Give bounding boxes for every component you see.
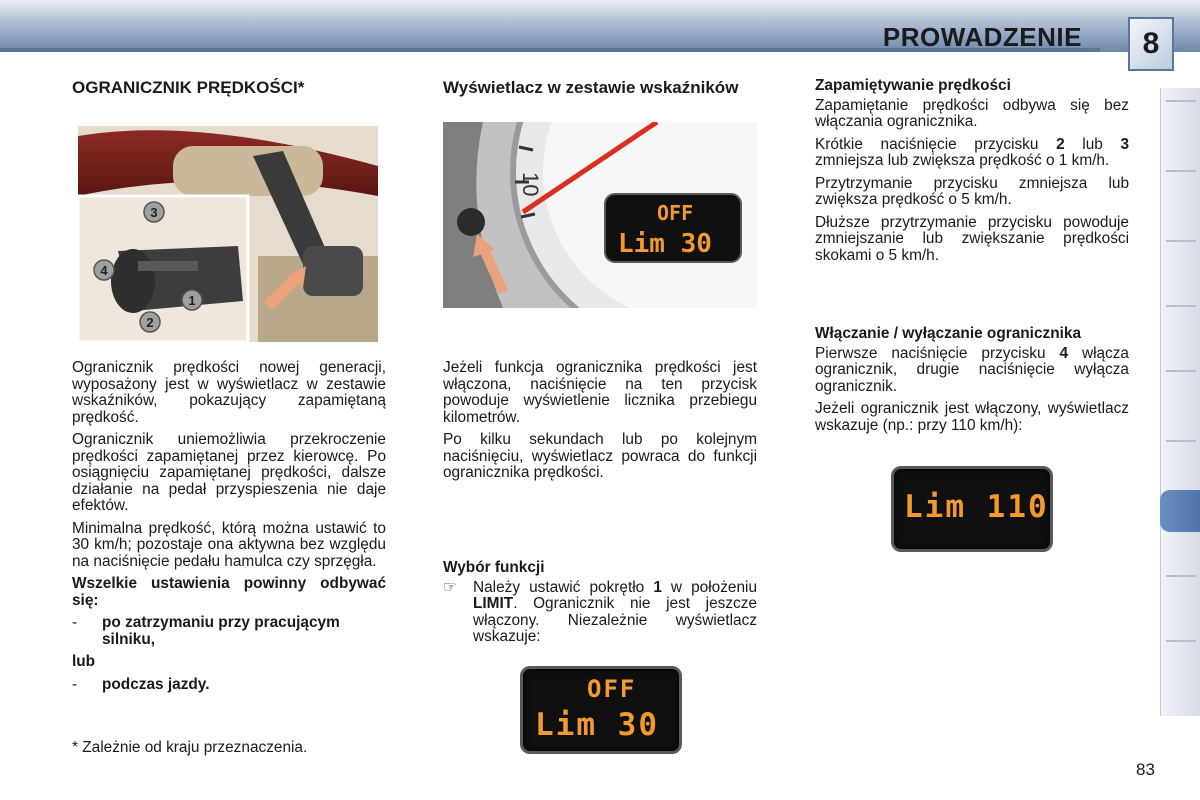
lcd-display-lim110 — [891, 466, 1053, 552]
column-3-switching — [815, 326, 1129, 440]
footnote — [72, 740, 386, 757]
lcd-display-off — [520, 666, 682, 754]
paragraph: Po kilku sekundach lub po kolejnym naciśnięciu, wyświetlacz powraca do funkcji ogranicznika prędkości. — [443, 431, 757, 481]
chapter-number-badge — [1128, 17, 1174, 71]
text-run: zmniejsza lub zwiększa prędkość o 1 km/h. — [815, 152, 1110, 169]
text-run: Krótkie naciśnięcie przycisku — [815, 135, 1057, 153]
column-2 — [443, 78, 757, 97]
rail-notch — [1166, 240, 1196, 242]
callout-3: 3 — [150, 205, 158, 220]
text-run-bold: LIMIT — [473, 595, 514, 612]
paragraph — [815, 137, 1129, 170]
paragraph: Jeżeli ogranicznik jest włączony, wyświetlacz wskazuje (np.: przy 110 km/h): — [815, 400, 1129, 434]
list-text: po zatrzymaniu przy pracującym silniku, — [102, 614, 340, 648]
footnote-text: * Zależnie od kraju przeznaczenia. — [72, 739, 308, 756]
instrument-cluster-illustration — [443, 122, 757, 308]
text-run-bold: 3 — [1120, 135, 1129, 153]
rail-notch — [1166, 440, 1196, 442]
chapter-index-tab[interactable] — [1160, 490, 1200, 532]
text-run: w położeniu — [661, 578, 758, 596]
section-title: Wyświetlacz w zestawie wskaźników — [443, 78, 739, 97]
callout-2: 2 — [146, 315, 154, 330]
list-dash: - — [72, 675, 78, 693]
paragraph: Ogranicznik uniemożliwia przekroczenie prędkości zapamiętanej przez kierowcę. Po osiągnięciu zapamiętanej prędkości, dalsze działanie na pedał przyspieszenia nie daje efektów. — [72, 431, 386, 514]
rail-notch — [1166, 370, 1196, 372]
paragraph: Przytrzymanie przycisku zmniejsza lub zwiększa prędkość o 5 km/h. — [815, 174, 1129, 208]
chapter-number: 8 — [1142, 27, 1160, 60]
text-run: Pierwsze naciśnięcie przycisku — [815, 344, 1060, 362]
paragraph — [815, 346, 1129, 396]
list-text: podczas jazdy. — [102, 675, 210, 693]
text-run-bold: 2 — [1056, 135, 1065, 153]
paragraph: Ogranicznik prędkości nowej generacji, wyposażony jest w wyświetlacz w zestawie wskaźników, pokazujący zapamiętaną prędkość. — [72, 359, 386, 426]
subsection-title: Wybór funkcji — [443, 559, 545, 576]
page-number: 83 — [1136, 760, 1155, 779]
dial-number: 10 — [518, 172, 543, 197]
paragraph: Minimalna prędkość, którą można ustawić to 30 km/h; pozostaje ona aktywna bez względu na naciśnięcie pedału hamulca czy sprzęgła. — [72, 519, 386, 570]
cluster-lcd-line1: OFF — [657, 201, 694, 225]
instrument-cluster-photo — [443, 122, 757, 308]
lcd-line1: Lim 110 — [904, 489, 1049, 525]
list-text — [473, 580, 757, 646]
list-item — [72, 615, 386, 648]
paragraph-bold: Wszelkie ustawienia powinny odbywać się: — [72, 575, 386, 609]
rail-notch — [1166, 100, 1196, 102]
list-dash: - — [72, 614, 78, 631]
list-item — [443, 580, 757, 646]
side-rail — [1160, 88, 1200, 716]
subsection-title: Włączanie / wyłączanie ogranicznika — [815, 325, 1082, 342]
conjunction: lub — [72, 653, 96, 670]
text-run: lub — [1064, 135, 1121, 153]
chapter-title: PROWADZENIE — [882, 22, 1082, 52]
column-2-function — [443, 560, 757, 646]
rail-notch — [1166, 640, 1196, 642]
steering-stalk-photo — [78, 126, 378, 342]
subsection-title: Zapamiętywanie prędkości — [815, 77, 1011, 94]
rail-notch — [1166, 305, 1196, 307]
cluster-lcd-line2: Lim 30 — [618, 229, 712, 259]
pointing-hand-icon: ☞ — [443, 578, 457, 596]
paragraph: Dłuższe przytrzymanie przycisku powoduje zmniejszanie lub zwiększanie prędkości skokami o 5 km/h. — [815, 213, 1129, 264]
rail-notch — [1166, 575, 1196, 577]
column-2-body — [443, 360, 757, 488]
text-run-bold: 1 — [653, 578, 662, 596]
lcd-line2: Lim 30 — [535, 707, 659, 743]
text-run-bold: 4 — [1059, 344, 1069, 362]
column-1-body — [72, 360, 386, 699]
column-3 — [815, 78, 1129, 270]
section-title: OGRANICZNIK PRĘDKOŚCI* — [72, 78, 305, 97]
column-1 — [72, 78, 386, 97]
callout-1: 1 — [188, 293, 196, 308]
steering-stalk-illustration — [78, 126, 378, 342]
text-run: włącza ogranicznik, drugie naciśnięcie wyłącza ogranicznik. — [815, 344, 1129, 395]
lcd-line1: OFF — [587, 675, 637, 703]
text-run: . Ogranicznik nie jest jeszcze włączony. Niezależnie wyświetlacz wskazuje: — [473, 595, 757, 645]
rail-notch — [1166, 170, 1196, 172]
text-run: Należy ustawić pokrętło — [473, 578, 654, 596]
callout-4: 4 — [100, 263, 108, 278]
paragraph: Jeżeli funkcja ogranicznika prędkości jest włączona, naciśnięcie na ten przycisk powoduje wyświetlenie licznika przebiegu kilometrów. — [443, 359, 757, 426]
paragraph: Zapamiętanie prędkości odbywa się bez włączania ogranicznika. — [815, 96, 1129, 130]
list-item — [72, 677, 386, 694]
